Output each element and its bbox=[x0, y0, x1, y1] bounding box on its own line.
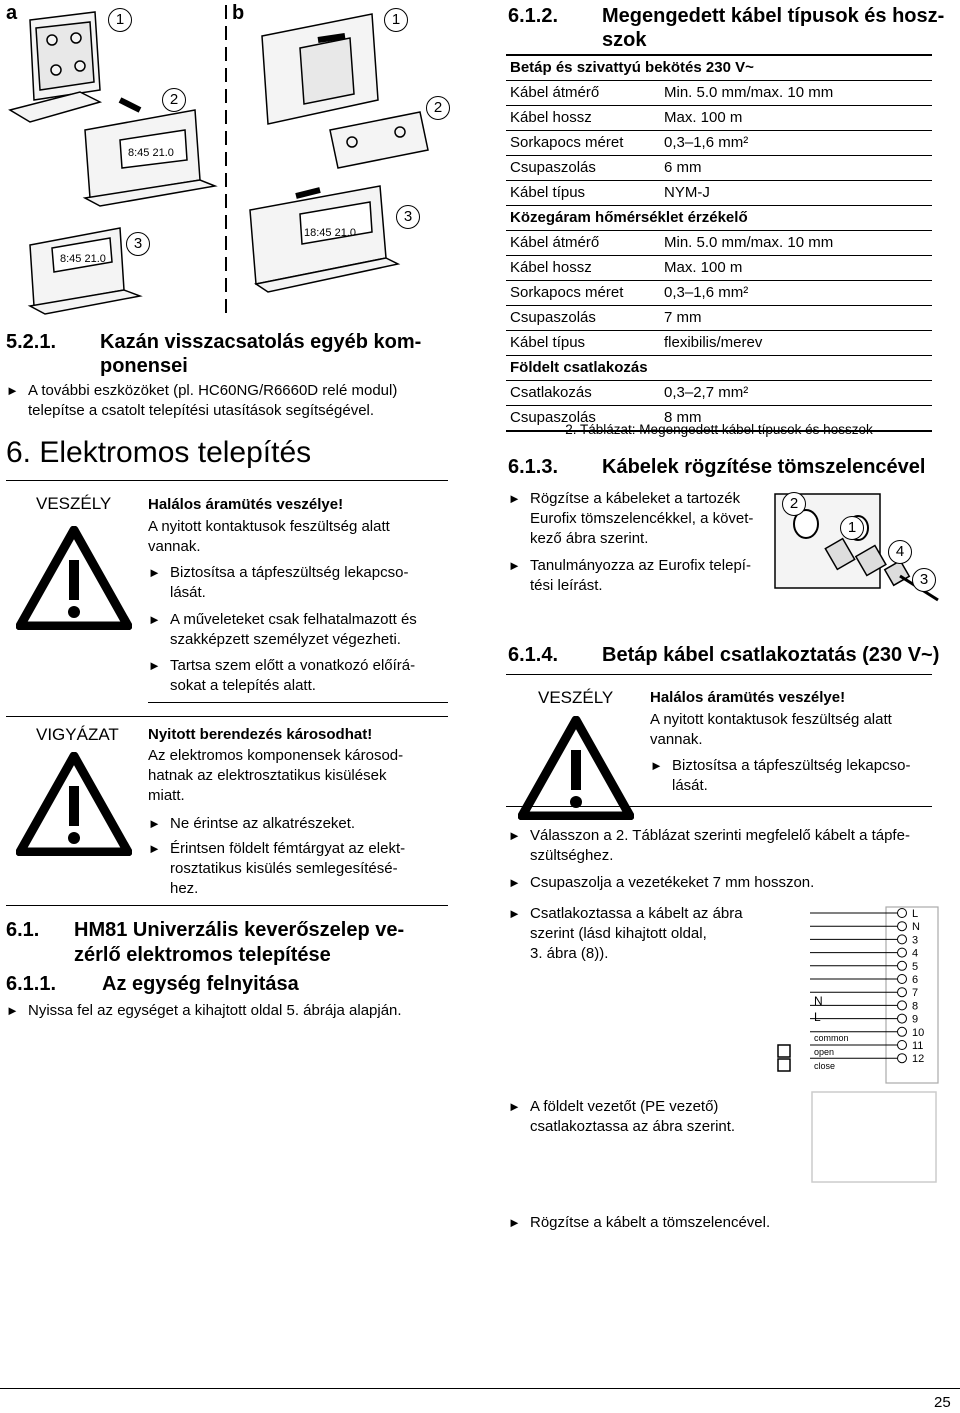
bullet-arrow-icon: ► bbox=[650, 758, 663, 773]
terminal-label: 12 bbox=[912, 1053, 925, 1066]
terminal-screw bbox=[898, 1041, 907, 1050]
display-a2: 8:45 21.0 bbox=[60, 253, 106, 265]
terminal-screw bbox=[898, 988, 907, 997]
table-cell-key: Kábel típus bbox=[510, 334, 586, 351]
table-cell-value: 8 mm bbox=[664, 409, 702, 426]
section-613-number: 6.1.3. bbox=[508, 456, 559, 478]
terminal-screw bbox=[898, 1027, 907, 1036]
callout-1b: 1 bbox=[384, 8, 408, 32]
table-group-header bbox=[506, 206, 932, 231]
table-group-header-cell: Közegáram hőmérséklet érzékelő bbox=[510, 209, 748, 226]
section-611-title: Az egység felnyitása bbox=[102, 973, 299, 995]
section-612-number: 6.1.2. bbox=[508, 5, 559, 27]
terminal-screw bbox=[898, 909, 907, 918]
divider bbox=[506, 674, 932, 675]
bullet-arrow-icon: ► bbox=[148, 816, 161, 831]
table-cell-value: 0,3–1,6 mm² bbox=[664, 284, 749, 301]
table-caption: 2. Táblázat: Megengedett kábel típusok és hosszok bbox=[565, 422, 873, 437]
section-611-bullet: ► Nyissa fel az egységet a kihajtott oldal 5. ábrája alapján. bbox=[6, 1002, 402, 1019]
danger-text: A nyitott kontaktusok feszültség alatt vannak. bbox=[148, 518, 390, 555]
table-row bbox=[506, 81, 932, 106]
danger-bullet-1: ► Biztosítsa a tápfeszültség lekapcso- lását. bbox=[148, 564, 409, 601]
table-row bbox=[506, 331, 932, 356]
footer-divider bbox=[0, 1388, 960, 1389]
terminal-side-label: L bbox=[814, 1010, 821, 1024]
divider bbox=[6, 480, 448, 481]
terminal-side-label: N bbox=[814, 994, 823, 1008]
callout-2a: 2 bbox=[162, 88, 186, 112]
bullet-arrow-icon: ► bbox=[6, 1003, 19, 1018]
gland-callout-1: 1 bbox=[840, 516, 864, 540]
table-cell-value: 6 mm bbox=[664, 159, 702, 176]
connect-bullet: ► Csatlakoztassa a kábelt az ábra szerint (lásd kihajtott oldal, 3. ábra (8)). bbox=[508, 905, 743, 962]
danger-bullet-1: ► Biztosítsa a tápfeszültség lekapcso- lását. bbox=[650, 757, 911, 794]
danger-bullet-2: ► A műveleteket csak felhatalmazott és szakképzett személyzet végezheti. bbox=[148, 611, 417, 648]
caution-bullet-1: ► Ne érintse az alkatrészeket. bbox=[148, 815, 356, 832]
table-cell-key: Csupaszolás bbox=[510, 159, 596, 176]
terminal-label: 7 bbox=[912, 987, 919, 1000]
table-cell-key: Csupaszolás bbox=[510, 309, 596, 326]
terminal-label: 3 bbox=[912, 934, 919, 947]
terminal-screw bbox=[898, 1054, 907, 1063]
terminal-screw bbox=[898, 922, 907, 931]
table-cell-value: 0,3–1,6 mm² bbox=[664, 134, 749, 151]
bullet-arrow-icon: ► bbox=[148, 565, 161, 580]
caution-text: Az elektromos komponensek károsod- hatnak az elektrosztatikus kisülések miatt. bbox=[148, 747, 404, 804]
strip-bullet: ► Csupaszolja a vezetékeket 7 mm hosszon. bbox=[508, 874, 815, 891]
terminal-label: N bbox=[912, 921, 920, 934]
page-number: 25 bbox=[934, 1394, 951, 1411]
table-row bbox=[506, 106, 932, 131]
bullet-arrow-icon: ► bbox=[508, 906, 521, 921]
table-cell-key: Kábel típus bbox=[510, 184, 586, 201]
section-611-number: 6.1.1. bbox=[6, 973, 57, 995]
bullet-arrow-icon: ► bbox=[508, 875, 521, 890]
gland-callout-2: 2 bbox=[782, 492, 806, 516]
terminal-label: 10 bbox=[912, 1026, 925, 1039]
terminal-screw bbox=[898, 948, 907, 957]
terminal-screw bbox=[898, 961, 907, 970]
section-521-number: 5.2.1. bbox=[6, 331, 57, 353]
figure-b-label: b bbox=[232, 2, 245, 24]
bullet-arrow-icon: ► bbox=[148, 612, 161, 627]
terminal-wiring-diagram bbox=[770, 905, 940, 1085]
terminal-screw bbox=[898, 1001, 907, 1010]
terminal-screw bbox=[898, 935, 907, 944]
caution-title: Nyitott berendezés károsodhat! bbox=[148, 726, 373, 743]
table-row bbox=[506, 131, 932, 156]
table-cell-value: flexibilis/merev bbox=[664, 334, 763, 351]
bullet-arrow-icon: ► bbox=[508, 828, 521, 843]
section-61-title-2: zérlő elektromos telepítése bbox=[74, 944, 331, 966]
section-612-title-2: szok bbox=[602, 29, 647, 51]
bullet-arrow-icon: ► bbox=[508, 491, 521, 506]
callout-3b: 3 bbox=[396, 205, 420, 229]
table-cell-value: NYM-J bbox=[664, 184, 710, 201]
warning-triangle-icon bbox=[518, 716, 634, 820]
ground-terminal-figure bbox=[810, 1090, 940, 1186]
section-613-title: Kábelek rögzítése tömszelencével bbox=[602, 456, 926, 478]
table-cell-key: Kábel átmérő bbox=[510, 234, 600, 251]
display-b: 18:45 21.0 bbox=[304, 227, 356, 239]
table-cell-value: Max. 100 m bbox=[664, 259, 743, 276]
terminal-label: L bbox=[912, 908, 919, 920]
divider bbox=[6, 716, 448, 717]
right-column bbox=[480, 0, 960, 1413]
bullet-arrow-icon: ► bbox=[6, 383, 19, 398]
table-group-header-cell: Földelt csatlakozás bbox=[510, 359, 648, 376]
section-521-title-2: ponensei bbox=[100, 355, 188, 377]
section-521-title-1: Kazán visszacsatolás egyéb kom- bbox=[100, 331, 422, 353]
table-cell-value: Min. 5.0 mm/max. 10 mm bbox=[664, 234, 834, 251]
table-row bbox=[506, 281, 932, 306]
terminal-side-label: common bbox=[814, 1033, 849, 1043]
callout-2b: 2 bbox=[426, 96, 450, 120]
terminal-screw bbox=[898, 1014, 907, 1023]
table-row bbox=[506, 256, 932, 281]
divider bbox=[6, 905, 448, 906]
table-cell-key: Csupaszolás bbox=[510, 409, 596, 426]
divider bbox=[506, 806, 932, 807]
table-row bbox=[506, 306, 932, 331]
bullet-arrow-icon: ► bbox=[148, 658, 161, 673]
callout-1a: 1 bbox=[108, 8, 132, 32]
table-row bbox=[506, 381, 932, 406]
section-614-number: 6.1.4. bbox=[508, 644, 559, 666]
caution-label: VIGYÁZAT bbox=[36, 725, 119, 744]
section-61-number: 6.1. bbox=[6, 919, 40, 941]
section-613-bullet-1: ► Rögzítse a kábeleket a tartozék Eurofix tömszelencékkel, a követ- kező ábra szerint. bbox=[508, 490, 754, 547]
gland-callout-3: 3 bbox=[912, 568, 936, 592]
fix-cable-bullet: ► Rögzítse a kábelt a tömszelencével. bbox=[508, 1214, 771, 1231]
bullet-arrow-icon: ► bbox=[148, 841, 161, 856]
callout-3a: 3 bbox=[126, 232, 150, 256]
danger-title: Halálos áramütés veszélye! bbox=[148, 496, 344, 513]
table-cell-key: Kábel hossz bbox=[510, 259, 592, 276]
terminal-label: 8 bbox=[912, 1000, 919, 1013]
terminal-label: 9 bbox=[912, 1013, 919, 1026]
table-cell-key: Csatlakozás bbox=[510, 384, 592, 401]
display-a1: 8:45 21.0 bbox=[128, 147, 174, 159]
terminal-side-label: close bbox=[814, 1061, 836, 1071]
section-614-title: Betáp kábel csatlakoztatás (230 V~) bbox=[602, 644, 940, 666]
danger-label: VESZÉLY bbox=[538, 688, 614, 707]
divider bbox=[148, 702, 448, 703]
terminal-screw bbox=[898, 975, 907, 984]
caution-bullet-2: ► Érintsen földelt fémtárgyat az elekt- rosztatikus kisülés semlegesítésé- hez. bbox=[148, 840, 406, 897]
section-521-bullet: ► A további eszközöket (pl. HC60NG/R6660D relé modul) telepítse a csatolt telepítési utasítások segítségével. bbox=[6, 382, 398, 419]
cable-spec-table bbox=[506, 54, 932, 432]
table-cell-value: Max. 100 m bbox=[664, 109, 743, 126]
terminal-label: 6 bbox=[912, 974, 919, 986]
danger-title: Halálos áramütés veszélye! bbox=[650, 689, 846, 706]
table-group-header bbox=[506, 356, 932, 381]
section-6-title: 6. Elektromos telepítés bbox=[6, 436, 312, 469]
table-row bbox=[506, 181, 932, 206]
section-613-bullet-2: ► Tanulmányozza az Eurofix telepí- tési leírást. bbox=[508, 557, 751, 594]
table-cell-value: Min. 5.0 mm/max. 10 mm bbox=[664, 84, 834, 101]
warning-triangle-icon bbox=[16, 526, 132, 630]
terminal-label: 11 bbox=[912, 1040, 924, 1052]
choose-cable-bullet: ► Válasszon a 2. Táblázat szerinti megfelelő kábelt a tápfe- szültséghez. bbox=[508, 827, 910, 864]
terminal-side-label: open bbox=[814, 1047, 835, 1057]
figure-a-label: a bbox=[6, 2, 18, 24]
terminal-label: 5 bbox=[912, 960, 919, 973]
table-row bbox=[506, 156, 932, 181]
table-group-header-cell: Betáp és szivattyú bekötés 230 V~ bbox=[510, 59, 754, 76]
table-row bbox=[506, 231, 932, 256]
table-cell-value: 7 mm bbox=[664, 309, 702, 326]
thermostat-installation-figure bbox=[0, 0, 480, 320]
terminal-label: 4 bbox=[912, 947, 919, 960]
ground-bullet: ► A földelt vezetőt (PE vezető) csatlakoztassa az ábra szerint. bbox=[508, 1098, 736, 1135]
table-cell-key: Sorkapocs méret bbox=[510, 284, 624, 301]
danger-label: VESZÉLY bbox=[36, 494, 112, 513]
danger-bullet-3: ► Tartsa szem előtt a vonatkozó előírá- sokat a telepítés alatt. bbox=[148, 657, 416, 694]
bullet-arrow-icon: ► bbox=[508, 1215, 521, 1230]
bullet-arrow-icon: ► bbox=[508, 1099, 521, 1114]
warning-triangle-icon bbox=[16, 752, 132, 856]
table-cell-key: Kábel átmérő bbox=[510, 84, 600, 101]
section-61-title-1: HM81 Univerzális keverőszelep ve- bbox=[74, 919, 405, 941]
table-cell-key: Sorkapocs méret bbox=[510, 134, 624, 151]
gland-callout-4: 4 bbox=[888, 540, 912, 564]
section-612-title-1: Megengedett kábel típusok és hosz- bbox=[602, 5, 945, 27]
table-group-header bbox=[506, 55, 932, 81]
table-cell-key: Kábel hossz bbox=[510, 109, 592, 126]
table-cell-value: 0,3–2,7 mm² bbox=[664, 384, 749, 401]
bullet-arrow-icon: ► bbox=[508, 558, 521, 573]
danger-text: A nyitott kontaktusok feszültség alatt vannak. bbox=[650, 711, 892, 748]
